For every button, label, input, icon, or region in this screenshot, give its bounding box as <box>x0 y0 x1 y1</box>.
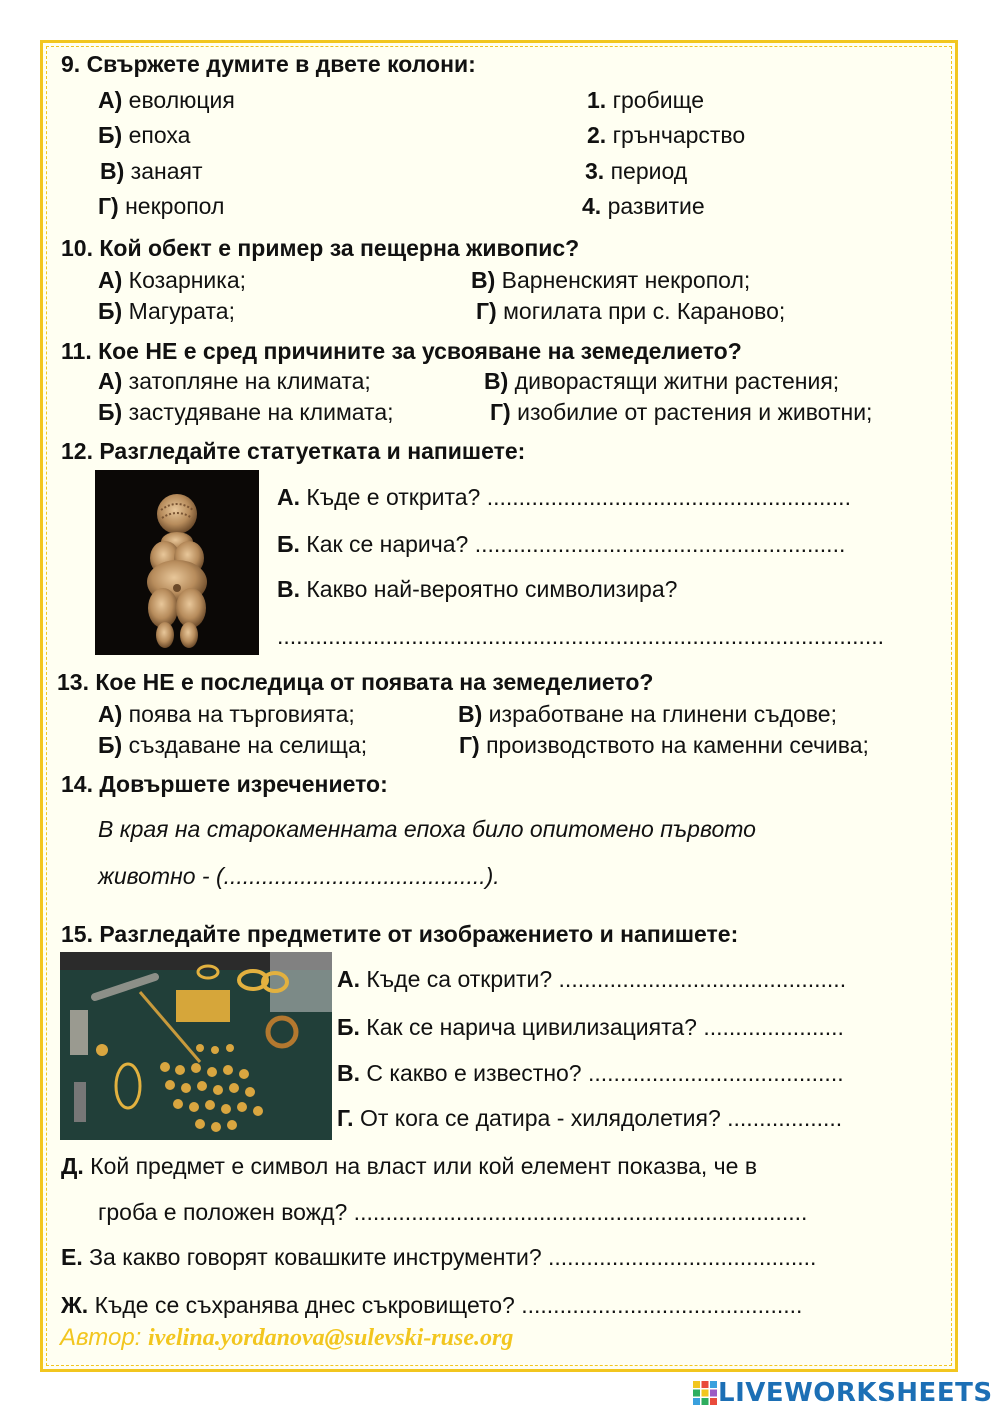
q15-question-d-line2[interactable]: гроба е положен вожд? ....................................................................... <box>98 1199 808 1225</box>
q13-option-b[interactable]: Б) създаване на селища; <box>98 732 368 758</box>
liveworksheets-wordmark: LIVEWORKSHEETS <box>718 1378 993 1408</box>
q10-option-a[interactable]: А) Козарника; <box>98 267 247 293</box>
q14-sentence-line2[interactable]: животно - (.........................................). <box>98 863 500 889</box>
q12-question-b[interactable]: Б. Как се нарича? .......................................................... <box>277 531 846 557</box>
q12-title: 12. Разгледайте статуетката и напишете: <box>61 438 526 464</box>
q15-title: 15. Разгледайте предметите от изображението и напишете: <box>61 921 739 947</box>
q15-question-zh[interactable]: Ж. Къде се съхранява днес съкровището? ............................................ <box>61 1292 803 1318</box>
varna-treasure-image <box>60 952 332 1140</box>
q9-right-2: 2. грънчарство <box>587 122 746 148</box>
q15-question-e[interactable]: Е. За какво говорят ковашките инструменти? .......................................... <box>61 1244 817 1270</box>
q13-option-v[interactable]: В) изработване на глинени съдове; <box>458 701 837 727</box>
q12-answer-line-v[interactable]: ............................................................................................... <box>277 623 885 649</box>
q11-option-b[interactable]: Б) застудяване на климата; <box>98 399 394 425</box>
q10-title: 10. Кой обект е пример за пещерна живопис? <box>61 235 580 261</box>
q9-left-a: А) еволюция <box>98 87 235 113</box>
q9-left-b: Б) епоха <box>98 122 191 148</box>
q9-right-1: 1. гробище <box>587 87 705 113</box>
q13-option-a[interactable]: А) поява на търговията; <box>98 701 355 727</box>
q15-question-d-line1: Д. Кой предмет е символ на власт или кой елемент показва, че в <box>61 1153 758 1179</box>
q15-question-a[interactable]: А. Къде са открити? ............................................. <box>337 966 847 992</box>
q11-option-a[interactable]: А) затопляне на климата; <box>98 368 371 394</box>
author-credit: Автор: ivelina.yordanova@sulevski-ruse.org <box>60 1324 514 1351</box>
q9-left-g: Г) некропол <box>98 193 225 219</box>
q15-question-b[interactable]: Б. Как се нарича цивилизацията? ...................... <box>337 1014 844 1040</box>
q9-right-4: 4. развитие <box>582 193 705 219</box>
q14-title: 14. Довършете изречението: <box>61 771 388 797</box>
q13-title: 13. Кое НЕ е последица от появата на земеделието? <box>57 669 654 695</box>
varna-treasure-artifacts <box>60 952 332 1140</box>
q12-question-v: В. Какво най-вероятно символизира? <box>277 576 678 602</box>
q15-question-g[interactable]: Г. От кога се датира - хилядолетия? .................. <box>337 1105 843 1131</box>
q11-option-g[interactable]: Г) изобилие от растения и животни; <box>490 399 873 425</box>
q10-option-v[interactable]: В) Варненският некропол; <box>471 267 751 293</box>
q10-option-b[interactable]: Б) Магурата; <box>98 298 235 324</box>
q14-sentence-line1: В края на старокаменната епоха било опитомено първото <box>98 816 756 842</box>
venus-statuette-figure <box>95 470 259 655</box>
q13-option-g[interactable]: Г) производството на каменни сечива; <box>459 732 869 758</box>
q9-right-3: 3. период <box>585 158 688 184</box>
q11-title: 11. Кое НЕ е сред причините за усвояване на земеделието? <box>61 338 742 364</box>
q9-title: 9. Свържете думите в двете колони: <box>61 51 476 77</box>
liveworksheets-grid-icon <box>692 1380 718 1406</box>
q9-left-v: В) занаят <box>100 158 203 184</box>
venus-statuette-image <box>95 470 259 655</box>
author-email[interactable]: ivelina.yordanova@sulevski-ruse.org <box>148 1325 514 1351</box>
q15-question-v[interactable]: В. С какво е известно? ........................................ <box>337 1060 844 1086</box>
q12-question-a[interactable]: А. Къде е открита? ......................................................... <box>277 484 851 510</box>
q11-option-v[interactable]: В) диворастящи житни растения; <box>484 368 840 394</box>
liveworksheets-logo[interactable] <box>692 1378 993 1408</box>
q10-option-g[interactable]: Г) могилата при с. Караново; <box>476 298 786 324</box>
